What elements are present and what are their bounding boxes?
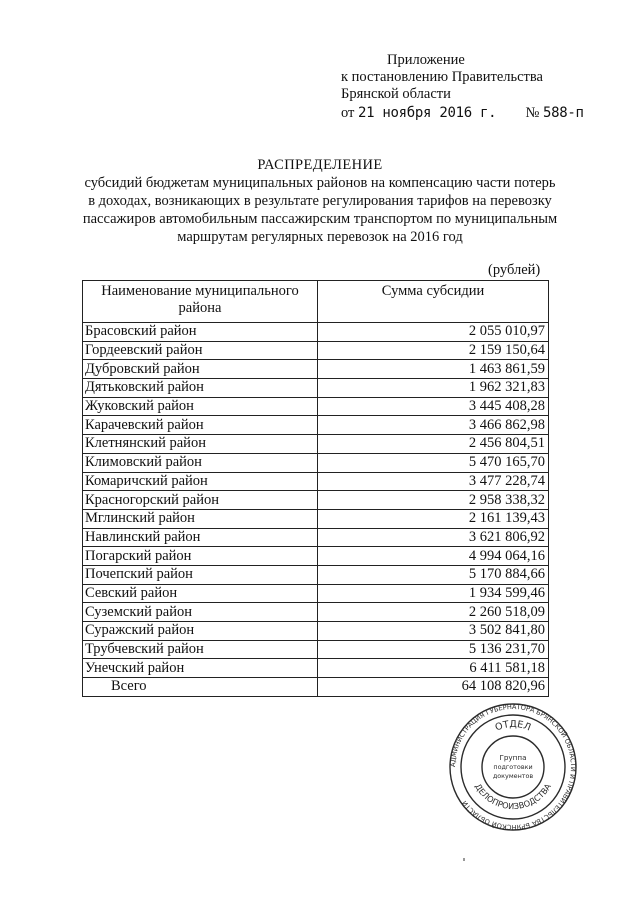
subsidy-table	[82, 280, 549, 697]
district-name: Красногорский район	[83, 491, 318, 510]
annex-region: Брянской области	[341, 86, 451, 102]
table-row	[83, 603, 549, 622]
subsidy-amount: 5 136 231,70	[318, 640, 549, 659]
district-name: Суражский район	[83, 622, 318, 641]
district-name: Почепский район	[83, 565, 318, 584]
table-row	[83, 622, 549, 641]
district-name: Жуковский район	[83, 397, 318, 416]
subsidy-amount: 1 463 861,59	[318, 360, 549, 379]
stamp-ring-top: ОТДЕЛ	[493, 718, 533, 734]
subsidy-amount: 5 470 165,70	[318, 453, 549, 472]
subsidy-amount: 3 477 228,74	[318, 472, 549, 491]
subsidy-amount: 6 411 581,18	[318, 659, 549, 678]
subsidy-amount: 2 456 804,51	[318, 435, 549, 454]
date-prefix: от	[341, 105, 355, 121]
table-row	[83, 379, 549, 398]
table-row	[83, 547, 549, 566]
office-stamp	[448, 702, 578, 832]
district-name: Дубровский район	[83, 360, 318, 379]
district-name: Навлинский район	[83, 528, 318, 547]
title-line: пассажиров автомобильным пассажирским транспортом по муниципальным	[82, 211, 558, 227]
column-header-sum: Сумма субсидии	[318, 281, 549, 323]
subsidy-amount: 3 445 408,28	[318, 397, 549, 416]
subsidy-amount: 2 055 010,97	[318, 323, 549, 342]
subsidy-amount: 1 962 321,83	[318, 379, 549, 398]
total-row	[83, 678, 549, 697]
annex-resolution: к постановлению Правительства	[341, 69, 543, 85]
district-name: Гордеевский район	[83, 341, 318, 360]
subsidy-amount: 64 108 820,96	[318, 678, 549, 697]
header-name-line: района	[178, 300, 222, 316]
district-name: Климовский район	[83, 453, 318, 472]
title-line: в доходах, возникающих в результате регулирования тарифов на перевозку	[88, 193, 552, 209]
stamp-outer-text: АДМИНИСТРАЦИЯ ГУБЕРНАТОРА БРЯНСКОЙ ОБЛАСТИ И ПРАВИТЕЛЬСТВА БРЯНСКОЙ ОБЛАСТИ	[448, 702, 578, 832]
district-name: Севский район	[83, 584, 318, 603]
table-row	[83, 341, 549, 360]
subsidy-amount: 2 260 518,09	[318, 603, 549, 622]
stamp-ring-bottom: ДЕЛОПРОИЗВОДСТВА	[473, 781, 553, 812]
district-name: Карачевский район	[83, 416, 318, 435]
district-name: Брасовский район	[83, 323, 318, 342]
table-row	[83, 435, 549, 454]
district-name: Суземский район	[83, 603, 318, 622]
document-title	[0, 156, 640, 246]
table-row	[83, 323, 549, 342]
stamp-center-line: подготовки	[493, 763, 533, 771]
table-row	[83, 416, 549, 435]
district-name: Всего	[83, 678, 318, 697]
resolution-date: 21 ноября 2016 г.	[358, 105, 497, 121]
district-name: Дятьковский район	[83, 379, 318, 398]
subsidy-amount: 3 466 862,98	[318, 416, 549, 435]
table-row	[83, 584, 549, 603]
annex-title: Приложение	[387, 52, 465, 68]
annex-date-line	[341, 105, 584, 122]
title-line: субсидий бюджетам муниципальных районов на компенсацию части потерь	[84, 175, 556, 191]
table-row	[83, 397, 549, 416]
table-row	[83, 453, 549, 472]
district-name: Погарский район	[83, 547, 318, 566]
subsidy-amount: 2 161 139,43	[318, 509, 549, 528]
subsidy-amount: 2 159 150,64	[318, 341, 549, 360]
subsidy-amount: 5 170 884,66	[318, 565, 549, 584]
number-sign: №	[525, 105, 540, 121]
subsidy-amount: 3 621 806,92	[318, 528, 549, 547]
subsidy-amount: 4 994 064,16	[318, 547, 549, 566]
table-row	[83, 491, 549, 510]
district-name: Клетнянский район	[83, 435, 318, 454]
scan-speck	[463, 858, 465, 861]
subsidy-amount: 1 934 599,46	[318, 584, 549, 603]
table-row	[83, 360, 549, 379]
table-row	[83, 565, 549, 584]
column-header-name	[83, 281, 318, 323]
currency-unit: (рублей)	[488, 262, 541, 278]
title-line: маршрутам регулярных перевозок на 2016 год	[177, 229, 463, 245]
district-name: Трубчевский район	[83, 640, 318, 659]
title-heading: РАСПРЕДЕЛЕНИЕ	[257, 157, 383, 173]
header-name-line: Наименование муниципального	[101, 283, 299, 299]
stamp-center-line: Группа	[499, 753, 527, 762]
district-name: Комаричский район	[83, 472, 318, 491]
district-name: Мглинский район	[83, 509, 318, 528]
stamp-center-line: документов	[492, 772, 534, 780]
resolution-number: 588-п	[542, 105, 584, 121]
table-row	[83, 640, 549, 659]
table-row	[83, 528, 549, 547]
table-row	[83, 472, 549, 491]
subsidy-amount: 2 958 338,32	[318, 491, 549, 510]
table-header-row	[83, 281, 549, 323]
table-row	[83, 509, 549, 528]
district-name: Унечский район	[83, 659, 318, 678]
table-row	[83, 659, 549, 678]
annex-block	[341, 52, 584, 122]
subsidy-amount: 3 502 841,80	[318, 622, 549, 641]
